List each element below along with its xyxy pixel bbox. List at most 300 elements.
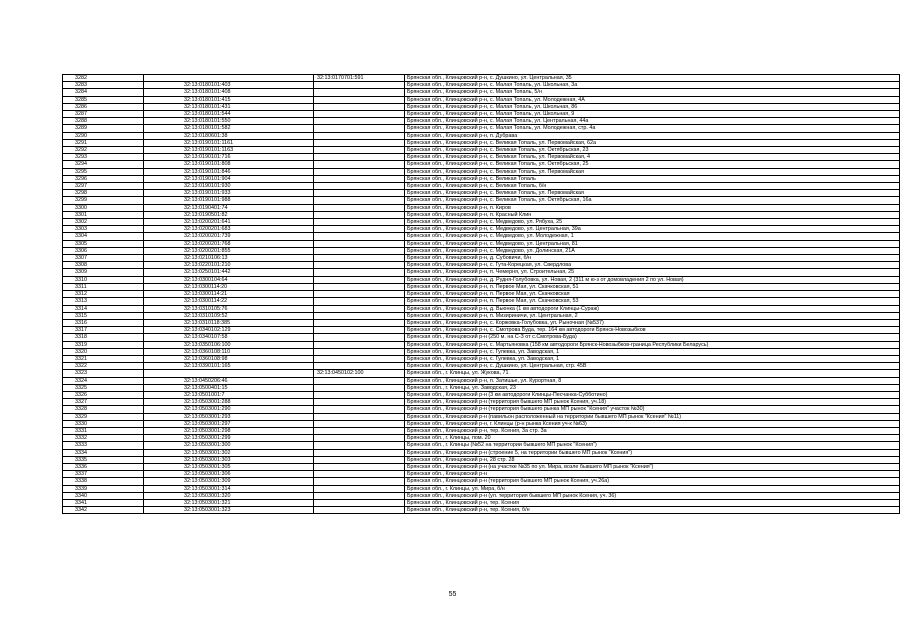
- secondary-cadastral-cell: [314, 413, 405, 420]
- table-row: [63, 341, 900, 348]
- address-cell: Брянская обл., Клинцовский р-н, п. Первое Мая, ул. Скачковская, 53: [405, 298, 900, 305]
- table-row: [63, 247, 900, 254]
- address-cell: Брянская обл., Клинцовский р-н (павильон расположенный на территории бывшего МП рынок "Ксения" №11): [405, 413, 900, 420]
- cadastral-number-cell: 32:13:0300114:22: [144, 298, 314, 305]
- address-cell: Брянская обл., Клинцовский р-н, п. Первое Мая, ул. Скачковская, 51: [405, 283, 900, 290]
- secondary-cadastral-cell: [314, 240, 405, 247]
- secondary-cadastral-cell: [314, 348, 405, 355]
- row-number-cell: 3286: [63, 103, 144, 110]
- secondary-cadastral-cell: [314, 147, 405, 154]
- cadastral-number-cell: 32:13:0503001:290: [144, 406, 314, 413]
- secondary-cadastral-cell: [314, 377, 405, 384]
- row-number-cell: 3318: [63, 334, 144, 341]
- address-cell: Брянская обл., Клинцовский р-н, с. Малая Топаль, ул. Молодежная, 4А: [405, 96, 900, 103]
- table-row: [63, 435, 900, 442]
- secondary-cadastral-cell: [314, 406, 405, 413]
- address-cell: Брянская обл., Клинцовский р-н, с. Великая Топаль, ул. Первомайская: [405, 168, 900, 175]
- row-number-cell: 3327: [63, 399, 144, 406]
- secondary-cadastral-cell: [314, 399, 405, 406]
- table-row: [63, 305, 900, 312]
- table-row: [63, 183, 900, 190]
- address-cell: Брянская обл., Клинцовский р-н, п. Чемерня, ул. Строительная, 25: [405, 269, 900, 276]
- cadastral-number-cell: 32:13:0220101:210: [144, 262, 314, 269]
- cadastral-number-cell: 32:13:0300114:20: [144, 283, 314, 290]
- row-number-cell: 3317: [63, 327, 144, 334]
- row-number-cell: 3282: [63, 75, 144, 82]
- secondary-cadastral-cell: [314, 327, 405, 334]
- row-number-cell: 3311: [63, 283, 144, 290]
- cadastral-number-cell: 32:13:0340107:58: [144, 334, 314, 341]
- table-row: [63, 355, 900, 362]
- cadastral-number-cell: 32:13:0350106:100: [144, 341, 314, 348]
- address-cell: Брянская обл., Клинцовский р-н, п. Мизириничи, ул. Центральная, 2: [405, 312, 900, 319]
- cadastral-number-cell: 32:13:0310118:385: [144, 319, 314, 326]
- table-row: [63, 89, 900, 96]
- row-number-cell: 3300: [63, 204, 144, 211]
- row-number-cell: 3328: [63, 406, 144, 413]
- address-cell: Брянская обл., Клинцовский р-н, с. Гута-Корецкая, ул. Свердлова: [405, 262, 900, 269]
- row-number-cell: 3308: [63, 262, 144, 269]
- table-row: [63, 456, 900, 463]
- secondary-cadastral-cell: [314, 507, 405, 514]
- secondary-cadastral-cell: [314, 233, 405, 240]
- row-number-cell: 3337: [63, 471, 144, 478]
- secondary-cadastral-cell: [314, 384, 405, 391]
- address-cell: Брянская обл., Клинцовский р-н, с. Малая Топаль, ул. Центральная, 44а: [405, 118, 900, 125]
- cadastral-number-cell: 32:13:0360108:110: [144, 348, 314, 355]
- secondary-cadastral-cell: [314, 125, 405, 132]
- table-row: [63, 298, 900, 305]
- secondary-cadastral-cell: [314, 355, 405, 362]
- address-cell: Брянская обл., Клинцовский р-н, с. Великая Топаль, б/н: [405, 183, 900, 190]
- secondary-cadastral-cell: [314, 449, 405, 456]
- table-row: [63, 240, 900, 247]
- address-cell: Брянская обл., Клинцовский р-н, с. Великая Топаль, ул. Октябрьская, 23: [405, 147, 900, 154]
- table-row: [63, 190, 900, 197]
- address-cell: Брянская обл., Клинцовский р-н, тер. Ксения, б/н: [405, 507, 900, 514]
- cadastral-number-cell: 32:13:0310109:52: [144, 312, 314, 319]
- cadastral-number-cell: 32:13:0250101:442: [144, 269, 314, 276]
- table-row: [63, 384, 900, 391]
- cadastral-number-cell: [144, 75, 314, 82]
- cadastral-number-cell: 32:13:0190101:716: [144, 154, 314, 161]
- table-row: [63, 391, 900, 398]
- table-row: [63, 276, 900, 283]
- row-number-cell: 3336: [63, 463, 144, 470]
- row-number-cell: 3299: [63, 197, 144, 204]
- cadastral-number-cell: 32:13:0503001:299: [144, 435, 314, 442]
- cadastral-number-cell: 32:13:0501001:7: [144, 391, 314, 398]
- table-row: [63, 291, 900, 298]
- cadastral-number-cell: 32:13:0180101:403: [144, 82, 314, 89]
- address-cell: Брянская обл., Клинцовский р-н, с. Малая Топаль, 5/н: [405, 89, 900, 96]
- address-cell: Брянская обл., Клинцовский р-н, с. Медведово, ул. Центральная, 39а: [405, 226, 900, 233]
- row-number-cell: 3330: [63, 420, 144, 427]
- address-cell: Брянская обл., Клинцовский р-н (на участке №35 по ул. Мира, возле бывшего МП рынок "Ксения"): [405, 463, 900, 470]
- cadastral-number-cell: 32:13:0200201:683: [144, 226, 314, 233]
- property-table: [62, 74, 900, 514]
- address-cell: Брянская обл., Клинцовский р-н (3 км автодороги Клинцы-Песчанка-Субботино): [405, 391, 900, 398]
- cadastral-number-cell: 32:13:0503001:321: [144, 499, 314, 506]
- table-row: [63, 103, 900, 110]
- table-row: [63, 442, 900, 449]
- row-number-cell: 3293: [63, 154, 144, 161]
- table-row: [63, 377, 900, 384]
- cadastral-number-cell: 32:13:0190101:1163: [144, 147, 314, 154]
- secondary-cadastral-cell: [314, 204, 405, 211]
- table-row: [63, 262, 900, 269]
- table-row: [63, 283, 900, 290]
- address-cell: Брянская обл., Клинцовский р-н, п. Киров: [405, 204, 900, 211]
- row-number-cell: 3287: [63, 111, 144, 118]
- address-cell: Брянская обл., Клинцовский р-н, п. Затишье, ул. Курортная, 8: [405, 377, 900, 384]
- row-number-cell: 3302: [63, 219, 144, 226]
- table-row: [63, 125, 900, 132]
- cadastral-number-cell: 32:13:0180101:408: [144, 89, 314, 96]
- row-number-cell: 3334: [63, 449, 144, 456]
- row-number-cell: 3292: [63, 147, 144, 154]
- row-number-cell: 3313: [63, 298, 144, 305]
- cadastral-number-cell: 32:13:0200201:855: [144, 247, 314, 254]
- address-cell: Брянская обл., Клинцовский р-н (250 м. на С-З от с.Смотрова-Буда): [405, 334, 900, 341]
- cadastral-number-cell: 32:13:0180101:415: [144, 96, 314, 103]
- row-number-cell: 3322: [63, 363, 144, 370]
- row-number-cell: 3324: [63, 377, 144, 384]
- table-row: [63, 139, 900, 146]
- row-number-cell: 3283: [63, 82, 144, 89]
- secondary-cadastral-cell: [314, 334, 405, 341]
- cadastral-number-cell: 32:13:0503001:302: [144, 449, 314, 456]
- address-cell: Брянская обл., Клинцовский р-н, с. Медведово, ул. Рябуха, 25: [405, 219, 900, 226]
- secondary-cadastral-cell: [314, 269, 405, 276]
- secondary-cadastral-cell: [314, 175, 405, 182]
- cadastral-number-cell: 32:13:0503001:320: [144, 492, 314, 499]
- address-cell: Брянская обл., Клинцовский р-н, п. Красный Клин: [405, 211, 900, 218]
- table-row: [63, 449, 900, 456]
- cadastral-number-cell: 32:13:0450206:46: [144, 377, 314, 384]
- row-number-cell: 3284: [63, 89, 144, 96]
- cadastral-number-cell: 32:13:0210106:13: [144, 255, 314, 262]
- row-number-cell: 3340: [63, 492, 144, 499]
- table-row: [63, 348, 900, 355]
- table-row: [63, 233, 900, 240]
- address-cell: Брянская обл., Клинцовский р-н, г. Клинцы (р-н рынка Ксения уч-к №63): [405, 420, 900, 427]
- address-cell: Брянская обл., Клинцовский р-н, с. Великая Топаль, ул. Первомайская: [405, 190, 900, 197]
- row-number-cell: 3342: [63, 507, 144, 514]
- row-number-cell: 3309: [63, 269, 144, 276]
- cadastral-number-cell: 32:13:0360108:98: [144, 355, 314, 362]
- table-row: [63, 255, 900, 262]
- table-row: [63, 132, 900, 139]
- table-row: [63, 492, 900, 499]
- row-number-cell: 3316: [63, 319, 144, 326]
- secondary-cadastral-cell: [314, 420, 405, 427]
- secondary-cadastral-cell: [314, 463, 405, 470]
- secondary-cadastral-cell: [314, 219, 405, 226]
- address-cell: Брянская обл., Клинцовский р-н (территория бывшего МП рынок Ксения, уч.26а): [405, 478, 900, 485]
- address-cell: Брянская обл., Клинцовский р-н, д. Вьюнка (1 км автодороги Клинцы-Сураж): [405, 305, 900, 312]
- secondary-cadastral-cell: [314, 305, 405, 312]
- secondary-cadastral-cell: [314, 139, 405, 146]
- address-cell: Брянская обл., г. Клинцы, ул. Мира, б/н: [405, 485, 900, 492]
- secondary-cadastral-cell: [314, 103, 405, 110]
- secondary-cadastral-cell: [314, 111, 405, 118]
- row-number-cell: 3341: [63, 499, 144, 506]
- secondary-cadastral-cell: [314, 118, 405, 125]
- address-cell: Брянская обл., Клинцовский р-н, с. Гулевка, ул. Заводская, 1: [405, 348, 900, 355]
- address-cell: Брянская обл., г. Клинцы, ул. Жукова, 71: [405, 370, 900, 377]
- cadastral-number-cell: [144, 370, 314, 377]
- row-number-cell: 3297: [63, 183, 144, 190]
- secondary-cadastral-cell: [314, 478, 405, 485]
- property-table-body: [63, 75, 900, 514]
- secondary-cadastral-cell: [314, 492, 405, 499]
- address-cell: Брянская обл., Клинцовский р-н, 28 стр. 28: [405, 456, 900, 463]
- cadastral-number-cell: 32:13:0300104:64: [144, 276, 314, 283]
- address-cell: Брянская обл., Клинцовский р-н, с. Великая Топаль, ул. Первомайская, 62а: [405, 139, 900, 146]
- row-number-cell: 3295: [63, 168, 144, 175]
- row-number-cell: 3304: [63, 233, 144, 240]
- page-number: 55: [448, 591, 457, 598]
- row-number-cell: 3285: [63, 96, 144, 103]
- address-cell: Брянская обл., Клинцовский р-н, с. Душкино, ул. Центральная, стр. 45В: [405, 363, 900, 370]
- secondary-cadastral-cell: [314, 82, 405, 89]
- cadastral-number-cell: 32:13:0390101:165: [144, 363, 314, 370]
- row-number-cell: 3294: [63, 161, 144, 168]
- table-row: [63, 147, 900, 154]
- secondary-cadastral-cell: [314, 341, 405, 348]
- secondary-cadastral-cell: [314, 262, 405, 269]
- cadastral-number-cell: 32:13:0180101:582: [144, 125, 314, 132]
- secondary-cadastral-cell: [314, 485, 405, 492]
- address-cell: Брянская обл., Клинцовский р-н, п. Дубрава: [405, 132, 900, 139]
- secondary-cadastral-cell: [314, 442, 405, 449]
- cadastral-number-cell: 32:13:0500401:15: [144, 384, 314, 391]
- cadastral-number-cell: 32:13:0190401:74: [144, 204, 314, 211]
- secondary-cadastral-cell: [314, 276, 405, 283]
- cadastral-number-cell: 32:13:0503001:305: [144, 463, 314, 470]
- row-number-cell: 3321: [63, 355, 144, 362]
- secondary-cadastral-cell: [314, 247, 405, 254]
- cadastral-number-cell: 32:13:0190101:1161: [144, 139, 314, 146]
- secondary-cadastral-cell: [314, 183, 405, 190]
- table-row: [63, 463, 900, 470]
- secondary-cadastral-cell: [314, 197, 405, 204]
- cadastral-number-cell: 32:13:0503001:314: [144, 485, 314, 492]
- address-cell: Брянская обл., Клинцовский р-н (территория бывшего МП рынок Ксения, уч.18): [405, 399, 900, 406]
- secondary-cadastral-cell: [314, 255, 405, 262]
- cadastral-number-cell: 32:13:0200201:739: [144, 233, 314, 240]
- row-number-cell: 3326: [63, 391, 144, 398]
- cadastral-number-cell: 32:13:0503001:297: [144, 420, 314, 427]
- row-number-cell: 3303: [63, 226, 144, 233]
- secondary-cadastral-cell: [314, 96, 405, 103]
- cadastral-number-cell: 32:13:0180101:544: [144, 111, 314, 118]
- address-cell: Брянская обл., Клинцовский р-н, с. Медведово, ул. Молодежная, 1: [405, 233, 900, 240]
- address-cell: Брянская обл., Клинцовский р-н, с. Смотрова Буда, тер. 164 км автодороги Брянск-Новозыбков: [405, 327, 900, 334]
- address-cell: Брянская обл., Клинцовский р-н, тер. Ксения: [405, 499, 900, 506]
- row-number-cell: 3325: [63, 384, 144, 391]
- address-cell: Брянская обл., Клинцовский р-н, с. Мартьяновка (158 км автодороги Брянск-Новозыбков-граница Республики Беларусь): [405, 341, 900, 348]
- secondary-cadastral-cell: [314, 471, 405, 478]
- cadastral-number-cell: 32:13:0190501:82: [144, 211, 314, 218]
- row-number-cell: 3312: [63, 291, 144, 298]
- address-cell: Брянская обл., Клинцовский р-н (территория бывшего рынка МП рынок "Ксения" участок №30): [405, 406, 900, 413]
- address-cell: Брянская обл., Клинцовский р-н, с. Великая Топаль, ул. Первомайская, 4: [405, 154, 900, 161]
- secondary-cadastral-cell: [314, 283, 405, 290]
- table-row: [63, 82, 900, 89]
- row-number-cell: 3314: [63, 305, 144, 312]
- table-row: [63, 168, 900, 175]
- address-cell: Брянская обл., Клинцовский р-н, с. Медведово, ул. Центральная, 81: [405, 240, 900, 247]
- secondary-cadastral-cell: [314, 211, 405, 218]
- row-number-cell: 3306: [63, 247, 144, 254]
- address-cell: Брянская обл., Клинцовский р-н, с. Душкино, ул. Центральная, 35: [405, 75, 900, 82]
- table-row: [63, 413, 900, 420]
- address-cell: Брянская обл., Клинцовский р-н, с. Великая Топаль: [405, 175, 900, 182]
- table-row: [63, 175, 900, 182]
- row-number-cell: 3298: [63, 190, 144, 197]
- table-row: [63, 420, 900, 427]
- row-number-cell: 3332: [63, 435, 144, 442]
- table-row: [63, 269, 900, 276]
- cadastral-number-cell: 32:13:0190101:988: [144, 197, 314, 204]
- cadastral-number-cell: 32:13:0503001:298: [144, 427, 314, 434]
- address-cell: Брянская обл., Клинцовский р-н (строение 5, на территории бывшего МП рынок "Ксения"): [405, 449, 900, 456]
- cadastral-number-cell: 32:13:0190101:933: [144, 190, 314, 197]
- secondary-cadastral-cell: [314, 427, 405, 434]
- row-number-cell: 3289: [63, 125, 144, 132]
- address-cell: Брянская обл., Клинцовский р-н, с. Коржовка-Голубовка, ул. Рыночная (№537): [405, 319, 900, 326]
- table-row: [63, 399, 900, 406]
- address-cell: Брянская обл., г. Клинцы (№52 на территории бывшего МП рынок "Ксения"): [405, 442, 900, 449]
- address-cell: Брянская обл., Клинцовский р-н: [405, 471, 900, 478]
- row-number-cell: 3333: [63, 442, 144, 449]
- table-row: [63, 118, 900, 125]
- secondary-cadastral-cell: [314, 319, 405, 326]
- row-number-cell: 3335: [63, 456, 144, 463]
- secondary-cadastral-cell: [314, 89, 405, 96]
- row-number-cell: 3290: [63, 132, 144, 139]
- address-cell: Брянская обл., Клинцовский р-н, д. Субовичи, б/н: [405, 255, 900, 262]
- cadastral-number-cell: 32:13:0503001:300: [144, 442, 314, 449]
- table-row: [63, 161, 900, 168]
- table-row: [63, 219, 900, 226]
- cadastral-number-cell: 32:13:0190101:930: [144, 183, 314, 190]
- row-number-cell: 3323: [63, 370, 144, 377]
- table-row: [63, 204, 900, 211]
- row-number-cell: 3331: [63, 427, 144, 434]
- secondary-cadastral-cell: [314, 499, 405, 506]
- table-row: [63, 111, 900, 118]
- table-row: [63, 319, 900, 326]
- row-number-cell: 3307: [63, 255, 144, 262]
- cadastral-number-cell: 32:13:0310105:76: [144, 305, 314, 312]
- cadastral-number-cell: 32:13:0503001:293: [144, 413, 314, 420]
- row-number-cell: 3288: [63, 118, 144, 125]
- address-cell: Брянская обл., Клинцовский р-н, с. Медведово, ул. Долинская, 21А: [405, 247, 900, 254]
- row-number-cell: 3310: [63, 276, 144, 283]
- address-cell: Брянская обл., Клинцовский р-н, с. Великая Топаль, ул. Октябрьская, 16а: [405, 197, 900, 204]
- table-row: [63, 312, 900, 319]
- secondary-cadastral-cell: 32:13:0450102:100: [314, 370, 405, 377]
- row-number-cell: 3319: [63, 341, 144, 348]
- table-row: [63, 327, 900, 334]
- address-cell: Брянская обл., Клинцовский р-н, п. Первое Мая, ул. Скачковская: [405, 291, 900, 298]
- table-row: [63, 363, 900, 370]
- table-row: [63, 427, 900, 434]
- row-number-cell: 3315: [63, 312, 144, 319]
- address-cell: Брянская обл., Клинцовский р-н (ул. территория бывшего МП рынок Ксения, уч. 36): [405, 492, 900, 499]
- table-row: [63, 406, 900, 413]
- secondary-cadastral-cell: 32:13:0170701:591: [314, 75, 405, 82]
- table-row: [63, 334, 900, 341]
- row-number-cell: 3305: [63, 240, 144, 247]
- address-cell: Брянская обл., Клинцовский р-н, с. Гулевка, ул. Заводская, 1: [405, 355, 900, 362]
- row-number-cell: 3296: [63, 175, 144, 182]
- cadastral-number-cell: 32:13:0200201:641: [144, 219, 314, 226]
- table-row: [63, 211, 900, 218]
- cadastral-number-cell: 32:13:0180101:550: [144, 118, 314, 125]
- cadastral-number-cell: 32:13:0503001:303: [144, 456, 314, 463]
- table-row: [63, 370, 900, 377]
- table-row: [63, 485, 900, 492]
- secondary-cadastral-cell: [314, 298, 405, 305]
- table-row: [63, 507, 900, 514]
- address-cell: Брянская обл., г. Клинцы, ул. Заводская, 23: [405, 384, 900, 391]
- secondary-cadastral-cell: [314, 154, 405, 161]
- table-row: [63, 478, 900, 485]
- secondary-cadastral-cell: [314, 161, 405, 168]
- cadastral-number-cell: 32:13:0503001:306: [144, 471, 314, 478]
- cadastral-number-cell: 32:13:0180601:38: [144, 132, 314, 139]
- cadastral-number-cell: 32:13:0190101:904: [144, 175, 314, 182]
- table-row: [63, 471, 900, 478]
- cadastral-number-cell: 32:13:0200201:768: [144, 240, 314, 247]
- address-cell: Брянская обл., Клинцовский р-н, с. Малая Топаль, ул. Школьная, 3а: [405, 82, 900, 89]
- cadastral-number-cell: 32:13:0340102:129: [144, 327, 314, 334]
- secondary-cadastral-cell: [314, 291, 405, 298]
- row-number-cell: 3301: [63, 211, 144, 218]
- cadastral-number-cell: 32:13:0190101:808: [144, 161, 314, 168]
- table-row: [63, 197, 900, 204]
- secondary-cadastral-cell: [314, 132, 405, 139]
- cadastral-number-cell: 32:13:0503001:323: [144, 507, 314, 514]
- table-row: [63, 96, 900, 103]
- cadastral-number-cell: 32:13:0503001:288: [144, 399, 314, 406]
- table-row: [63, 75, 900, 82]
- address-cell: Брянская обл., г. Клинцы, пом. 20: [405, 435, 900, 442]
- secondary-cadastral-cell: [314, 312, 405, 319]
- secondary-cadastral-cell: [314, 391, 405, 398]
- row-number-cell: 3320: [63, 348, 144, 355]
- cadastral-number-cell: 32:13:0503001:309: [144, 478, 314, 485]
- row-number-cell: 3339: [63, 485, 144, 492]
- row-number-cell: 3329: [63, 413, 144, 420]
- secondary-cadastral-cell: [314, 190, 405, 197]
- address-cell: Брянская обл., Клинцовский р-н, д. Рудня-Голубовка, ул. Новая, 2 (311 м ю-з от домовладения 2 по ул. Новая): [405, 276, 900, 283]
- row-number-cell: 3291: [63, 139, 144, 146]
- secondary-cadastral-cell: [314, 435, 405, 442]
- table-row: [63, 226, 900, 233]
- cadastral-number-cell: 32:13:0180101:431: [144, 103, 314, 110]
- address-cell: Брянская обл., Клинцовский р-н, с. Великая Топаль, ул. Октябрьская, 25: [405, 161, 900, 168]
- secondary-cadastral-cell: [314, 226, 405, 233]
- address-cell: Брянская обл., Клинцовский р-н, с. Малая Топаль, ул. Школьная, 86: [405, 103, 900, 110]
- cadastral-number-cell: 32:13:0190101:846: [144, 168, 314, 175]
- row-number-cell: 3338: [63, 478, 144, 485]
- address-cell: Брянская обл., Клинцовский р-н, с. Малая Топаль, ул. Молодежная, стр. 4а: [405, 125, 900, 132]
